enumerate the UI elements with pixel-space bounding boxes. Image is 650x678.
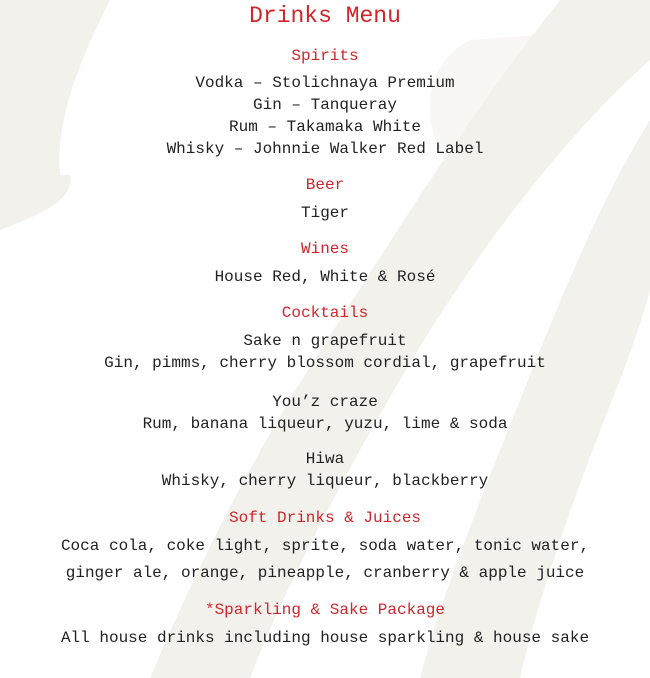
cocktail-name: Sake n grapefruit <box>243 332 407 350</box>
section-heading-beer: Beer <box>305 176 345 194</box>
menu-item: Whisky – Johnnie Walker Red Label <box>166 140 484 158</box>
menu-item: ginger ale, orange, pineapple, cranberry & apple juice <box>65 564 585 582</box>
page-title: Drinks Menu <box>249 3 401 29</box>
menu-item: House Red, White & Rosé <box>214 268 436 286</box>
cocktail-name: You’z craze <box>272 393 378 411</box>
section-heading-cocktails: Cocktails <box>281 304 369 322</box>
menu-item: Gin – Tanqueray <box>252 96 398 114</box>
section-heading-wines: Wines <box>300 240 349 258</box>
cocktail-ingredients: Rum, banana liqueur, yuzu, lime & soda <box>142 415 508 433</box>
section-heading-package: *Sparkling & Sake Package <box>204 601 446 619</box>
menu-item: Rum – Takamaka White <box>228 118 422 136</box>
cocktail-name: Hiwa <box>305 450 345 468</box>
cocktail-ingredients: Whisky, cherry liqueur, blackberry <box>161 472 489 490</box>
menu-item: Vodka – Stolichnaya Premium <box>195 74 455 92</box>
menu-item: Tiger <box>300 204 349 222</box>
menu-item: All house drinks including house sparkling & house sake <box>60 629 590 647</box>
cocktail-ingredients: Gin, pimms, cherry blossom cordial, grapefruit <box>104 354 546 372</box>
menu-item: Coca cola, coke light, sprite, soda water, tonic water, <box>60 537 590 555</box>
section-heading-spirits: Spirits <box>291 47 359 65</box>
section-heading-soft-drinks: Soft Drinks & Juices <box>228 509 422 527</box>
